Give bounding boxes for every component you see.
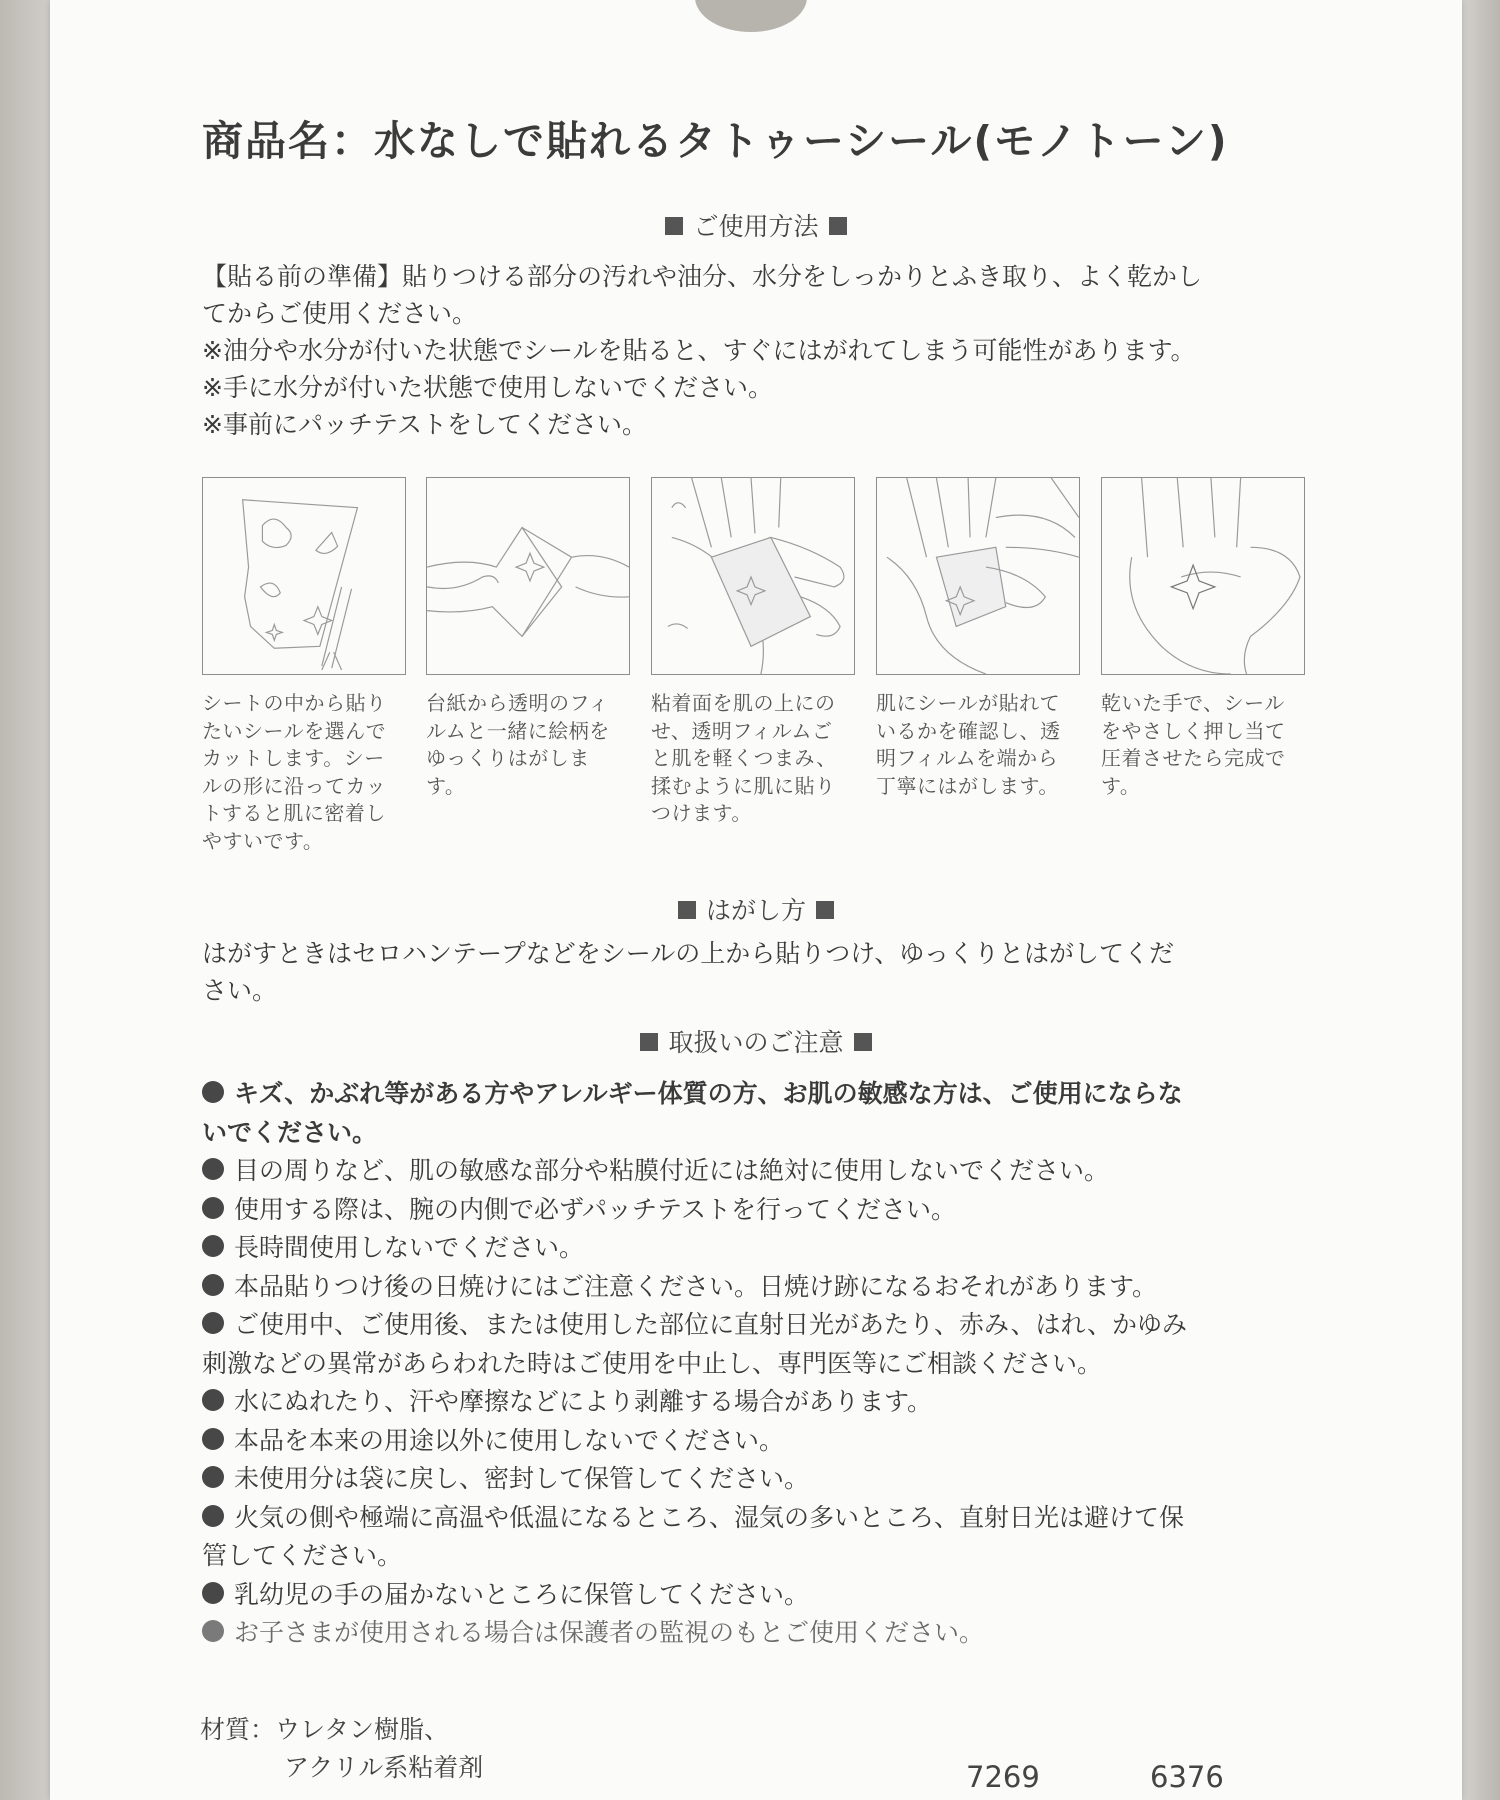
square-bullet-icon — [816, 901, 834, 919]
caption-line: 丁寧にはがします。 — [876, 773, 1059, 798]
caution-item — [202, 1422, 1362, 1461]
usage-heading — [50, 207, 1462, 243]
instruction-card — [50, 0, 1462, 1800]
caution-item — [202, 1191, 1362, 1230]
square-bullet-icon — [640, 1033, 658, 1051]
square-bullet-icon — [854, 1033, 872, 1051]
caution-text: 本品貼りつけ後の日焼けにはご注意ください。日焼け跡になるおそれがあります。 — [234, 1271, 1158, 1301]
cautions-list — [202, 1075, 1362, 1653]
bullet-dot-icon — [202, 1235, 224, 1257]
caution-text: キズ、かぶれ等がある方やアレルギー体質の方、お肌の敏感な方は、ご使用にならな — [234, 1079, 1183, 1108]
caption-line: せ、透明フィルムご — [651, 718, 833, 743]
bullet-dot-icon — [202, 1312, 224, 1334]
usage-line: てからご使用ください。 — [202, 299, 478, 328]
cautions-heading — [50, 1023, 1462, 1059]
caption-line: ルムと一緒に絵柄を — [426, 718, 610, 743]
caution-item-continued — [202, 1114, 1362, 1153]
caution-item-continued — [202, 1537, 1362, 1576]
caption-line: 粘着面を肌の上にの — [651, 691, 836, 715]
caution-text: お子さまが使用される場合は保護者の監視のもとご使用ください。 — [234, 1618, 985, 1647]
caution-text: 水にぬれたり、汗や摩擦などにより剥離する場合があります。 — [234, 1387, 933, 1416]
caution-text: 乳幼児の手の届かないところに保管してください。 — [234, 1579, 810, 1609]
step-caption — [202, 690, 406, 855]
caption-line: 明フィルムを端から — [876, 746, 1059, 770]
bullet-dot-icon — [202, 1389, 224, 1411]
usage-line: ※手に水分が付いた状態で使用しないでください。 — [202, 373, 773, 402]
square-bullet-icon — [678, 901, 696, 919]
caution-text: 本品を本来の用途以外に使用しないでください。 — [234, 1425, 785, 1455]
removal-line: さい。 — [202, 976, 278, 1005]
square-bullet-icon — [665, 217, 683, 235]
bullet-dot-icon — [202, 1274, 224, 1296]
remove-film-icon — [876, 477, 1080, 675]
caption-line: トすると肌に密着し — [202, 801, 386, 825]
caption-line: いるかを確認し、透 — [876, 718, 1061, 743]
removal-text — [202, 935, 1352, 1009]
background-right — [1462, 0, 1500, 1800]
bullet-dot-icon — [202, 1582, 224, 1604]
caution-text: 長時間使用しないでください。 — [234, 1233, 585, 1262]
usage-line: 【貼る前の準備】貼りつける部分の汚れや油分、水分をしっかりとふき取り、よく乾かし — [202, 262, 1203, 291]
removal-heading — [50, 891, 1462, 927]
bullet-dot-icon — [202, 1081, 224, 1103]
bullet-dot-icon — [202, 1158, 224, 1180]
bullet-dot-icon — [202, 1428, 224, 1450]
background-left — [0, 0, 50, 1800]
removal-heading-text: はがし方 — [705, 896, 806, 925]
usage-heading-text: ご使用方法 — [693, 212, 819, 241]
caption-line: たいシールを選んで — [202, 718, 387, 743]
usage-line: ※事前にパッチテストをしてください。 — [202, 410, 647, 439]
press-finish-icon — [1101, 477, 1305, 675]
caution-text: 目の周りなど、肌の敏感な部分や粘膜付近には絶対に使用しないでください。 — [234, 1156, 1110, 1185]
caption-line: 肌にシールが貼れて — [876, 691, 1061, 715]
product-title: 商品名：水なしで貼れるタトゥーシール(モノトーン) — [202, 117, 1229, 165]
caution-item — [202, 1306, 1362, 1345]
caption-line: 圧着させたら完成で — [1101, 746, 1286, 770]
caution-text: 刺激などの異常があらわれた時はご使用を中止し、専門医等にご相談ください。 — [202, 1348, 1103, 1378]
caption-line: ゆっくりはがしま — [426, 746, 590, 770]
product-code: 7269 — [966, 1760, 1040, 1794]
caution-item — [202, 1499, 1362, 1538]
step-caption — [876, 690, 1080, 800]
caution-item-continued — [202, 1345, 1362, 1384]
hang-hole — [695, 0, 807, 32]
bullet-dot-icon — [202, 1505, 224, 1527]
material-label: 材質：ウレタン樹脂、 — [200, 1715, 450, 1744]
material-line: アクリル系粘着剤 — [284, 1753, 484, 1782]
caption-line: シートの中から貼り — [202, 691, 387, 715]
caution-item — [202, 1268, 1362, 1307]
cautions-heading-text: 取扱いのご注意 — [668, 1028, 844, 1057]
step-caption — [651, 690, 855, 828]
usage-preparation — [202, 258, 1352, 443]
caution-item — [202, 1075, 1362, 1114]
step-caption — [426, 690, 630, 800]
caution-text: いでください。 — [202, 1117, 378, 1147]
caption-line: をやさしく押し当て — [1101, 718, 1286, 743]
caution-text: 火気の側や極端に高温や低温になるところ、湿気の多いところ、直射日光は避けて保 — [234, 1502, 1185, 1532]
bullet-dot-icon — [202, 1620, 224, 1642]
caption-line: 揉むように肌に貼り — [651, 773, 836, 798]
caution-item — [202, 1614, 1362, 1653]
caption-line: す。 — [426, 773, 466, 798]
caption-line: カットします。シー — [202, 746, 385, 770]
caption-line: ルの形に沿ってカッ — [202, 773, 387, 798]
caution-item — [202, 1576, 1362, 1615]
peel-film-icon — [426, 477, 630, 675]
usage-line: ※油分や水分が付いた状態でシールを貼ると、すぐにはがれてしまう可能性があります。 — [202, 336, 1196, 365]
step-caption — [1101, 690, 1305, 800]
material-info — [200, 1711, 483, 1787]
bullet-dot-icon — [202, 1197, 224, 1219]
caution-item — [202, 1460, 1362, 1499]
caption-line: 台紙から透明のフィ — [426, 691, 609, 715]
caution-text: 管してください。 — [202, 1541, 403, 1570]
caption-line: やすいです。 — [202, 828, 324, 853]
removal-line: はがすときはセロハンテープなどをシールの上から貼りつけ、ゆっくりとはがしてくだ — [202, 939, 1175, 968]
caption-line: 乾いた手で、シール — [1101, 691, 1285, 715]
caution-text: 未使用分は袋に戻し、密封して保管してください。 — [234, 1464, 810, 1493]
caution-item — [202, 1383, 1362, 1422]
caption-line: と肌を軽くつまみ、 — [651, 746, 837, 770]
caption-line: つけます。 — [651, 801, 752, 825]
bullet-dot-icon — [202, 1466, 224, 1488]
product-code: 6376 — [1150, 1760, 1224, 1794]
square-bullet-icon — [829, 217, 847, 235]
caution-text: 使用する際は、腕の内側で必ずパッチテストを行ってください。 — [234, 1194, 957, 1224]
caution-item — [202, 1229, 1362, 1268]
caution-text: ご使用中、ご使用後、または使用した部位に直射日光があたり、赤み、はれ、かゆみ — [234, 1310, 1188, 1339]
cut-sheet-icon — [202, 477, 406, 675]
rub-on-skin-icon — [651, 477, 855, 675]
caution-item — [202, 1152, 1362, 1191]
caption-line: す。 — [1101, 773, 1141, 798]
